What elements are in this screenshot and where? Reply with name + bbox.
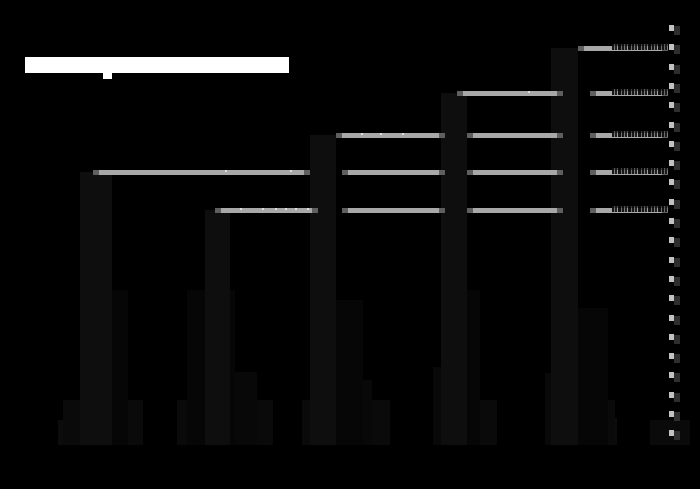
level-line-group-2 — [215, 208, 318, 213]
line-speck — [402, 133, 404, 135]
level-line-group-1 — [93, 170, 310, 175]
axis-tick-label-dark — [674, 296, 680, 305]
axis-tick-label-dark — [674, 65, 680, 74]
axis-tick-label-dark — [674, 354, 680, 363]
line-cap — [590, 208, 596, 213]
line-cap — [557, 170, 563, 175]
axis-tick-label-dark — [674, 180, 680, 189]
line-cap — [557, 133, 563, 138]
bar-group-5 — [573, 308, 608, 445]
line-cap — [590, 91, 596, 96]
line-cap — [312, 208, 318, 213]
axis-tick-label-dark — [674, 258, 680, 267]
bar-group-4 — [441, 93, 467, 445]
line-cap — [439, 208, 445, 213]
axis-tick-label-dark — [674, 142, 680, 151]
line-speck — [240, 208, 242, 210]
axis-tick-label-dark — [674, 277, 680, 286]
line-cap — [439, 170, 445, 175]
line-cap — [342, 170, 348, 175]
axis-tick-label-dark — [674, 373, 680, 382]
axis-tick-label-dark — [674, 335, 680, 344]
line-speck — [380, 133, 382, 135]
line-cap — [590, 170, 596, 175]
micro-annotation — [612, 89, 668, 95]
line-cap — [93, 170, 99, 175]
line-cap — [467, 170, 473, 175]
line-speck — [225, 170, 227, 172]
level-line-group-1 — [467, 170, 563, 175]
level-line-group-3 — [336, 133, 445, 138]
level-line-group-4 — [457, 91, 563, 96]
title-descender-notch — [103, 73, 112, 79]
axis-tick-label-dark — [674, 123, 680, 132]
line-speck — [307, 208, 309, 210]
line-speck — [528, 91, 530, 93]
line-speck — [290, 170, 292, 172]
line-speck — [275, 208, 277, 210]
axis-tick-label-dark — [674, 431, 680, 440]
title-redaction-block — [25, 57, 289, 73]
micro-annotation — [612, 206, 668, 212]
axis-tick-label-dark — [674, 103, 680, 112]
level-line-group-1 — [342, 170, 445, 175]
axis-tick-label-dark — [674, 26, 680, 35]
line-speck — [262, 208, 264, 210]
bar-group-3 — [310, 135, 336, 445]
line-cap — [590, 133, 596, 138]
line-cap — [439, 133, 445, 138]
line-cap — [578, 46, 584, 51]
line-cap — [342, 208, 348, 213]
axis-tick-label-dark — [674, 316, 680, 325]
line-cap — [215, 208, 221, 213]
micro-annotation — [612, 168, 668, 174]
bar-group-1 — [80, 172, 112, 445]
line-cap — [557, 208, 563, 213]
line-cap — [304, 170, 310, 175]
axis-tick-label-dark — [674, 238, 680, 247]
level-line-group-2 — [467, 208, 563, 213]
line-cap — [457, 91, 463, 96]
axis-tick-label-dark — [674, 161, 680, 170]
line-cap — [557, 91, 563, 96]
line-speck — [285, 208, 287, 210]
line-cap — [467, 208, 473, 213]
line-cap — [336, 133, 342, 138]
line-speck — [295, 208, 297, 210]
bar-group-2 — [205, 210, 230, 445]
axis-tick-label-dark — [674, 200, 680, 209]
axis-tick-label-dark — [674, 45, 680, 54]
axis-tick-label-dark — [674, 84, 680, 93]
axis-tick-label-dark — [674, 393, 680, 402]
micro-annotation — [612, 131, 668, 137]
level-line-group-2 — [342, 208, 445, 213]
line-cap — [467, 133, 473, 138]
axis-tick-label-dark — [674, 219, 680, 228]
axis-tick-label-dark — [674, 412, 680, 421]
line-speck — [361, 133, 363, 135]
micro-annotation — [612, 44, 668, 50]
bar-group-5 — [551, 48, 578, 445]
level-line-group-3 — [467, 133, 563, 138]
